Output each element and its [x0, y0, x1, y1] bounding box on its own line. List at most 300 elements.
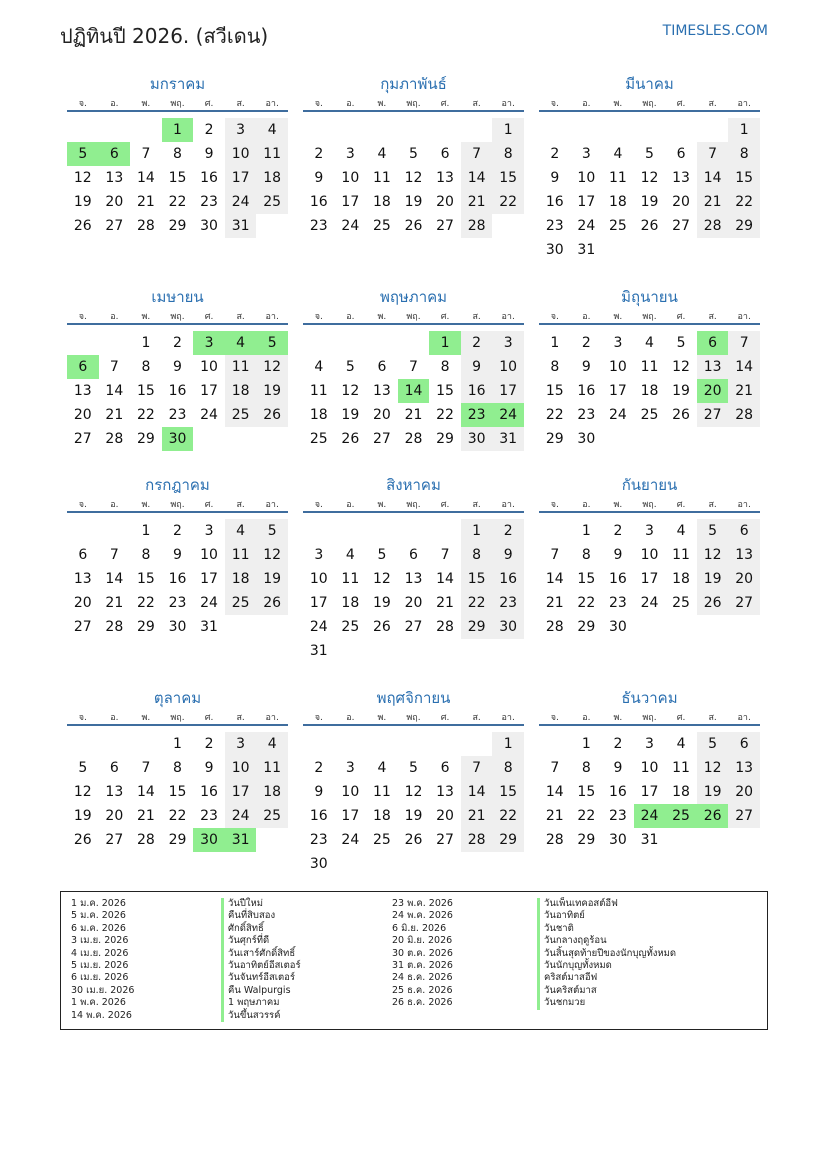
weekday-label: พ.	[141, 99, 151, 109]
weekday-header	[539, 710, 760, 724]
day-cell: 3	[581, 146, 591, 162]
weekday-label: ส.	[236, 312, 245, 322]
day-cell: 2	[492, 519, 524, 543]
holiday-dates-column-1	[71, 898, 134, 1022]
day-cell: 7	[461, 142, 493, 166]
day-cell: 10	[640, 760, 659, 776]
holiday-date: 6 เม.ย. 2026	[71, 972, 129, 984]
day-cell: 5	[409, 760, 418, 776]
day-cell: 10	[577, 170, 596, 186]
holiday-name: วันนักบุญทั้งหมด	[537, 960, 676, 972]
holiday-day-cell: 24	[492, 403, 524, 427]
day-cell: 29	[577, 619, 596, 635]
day-cell: 7	[440, 547, 450, 563]
weekday-label: จ.	[314, 500, 323, 510]
day-cell: 31	[200, 619, 218, 635]
weekday-label: พฤ.	[406, 99, 421, 109]
day-cell: 17	[640, 784, 659, 800]
day-cell: 11	[256, 756, 288, 780]
day-cell: 26	[640, 218, 659, 234]
day-cell: 3	[314, 547, 324, 563]
holiday-name: วันขึ้นสวรรค์	[221, 1010, 301, 1022]
weekday-label: ศ.	[204, 312, 214, 322]
holiday-day-cell: 31	[225, 828, 257, 852]
day-cell: 28	[728, 403, 760, 427]
day-cell: 13	[436, 784, 454, 800]
day-cell: 7	[141, 146, 151, 162]
weekday-label: พ.	[613, 99, 623, 109]
day-cell: 25	[608, 218, 627, 234]
holiday-name: วันคริสต์มาส	[537, 985, 676, 997]
weekday-label: อา.	[265, 99, 279, 109]
month-name: เมษายน	[151, 288, 204, 306]
day-cell: 18	[341, 595, 360, 611]
weekday-label: จ.	[78, 500, 87, 510]
day-cell: 19	[372, 595, 391, 611]
holiday-date: 31 ต.ค. 2026	[392, 960, 453, 972]
day-cell: 29	[136, 619, 155, 635]
day-cell: 27	[404, 619, 423, 635]
day-cell: 24	[200, 407, 218, 423]
day-cell: 20	[105, 194, 124, 210]
holiday-day-cell: 1	[429, 331, 461, 355]
weekday-label: ศ.	[676, 99, 686, 109]
day-cell: 19	[404, 194, 423, 210]
weekday-label: พฤ.	[642, 99, 657, 109]
day-cell: 7	[141, 760, 151, 776]
day-cell: 9	[314, 170, 324, 186]
header-rule	[67, 323, 288, 325]
day-cell: 8	[440, 359, 450, 375]
weekday-label: พฤ.	[406, 713, 421, 723]
holiday-dates-column-2	[392, 898, 453, 1010]
day-cell: 21	[461, 804, 493, 828]
day-cell: 13	[697, 355, 729, 379]
holiday-day-cell: 24	[634, 804, 666, 828]
holiday-day-cell: 6	[99, 142, 131, 166]
day-cell: 13	[728, 756, 760, 780]
day-cell: 23	[200, 194, 218, 210]
day-cell: 10	[608, 359, 627, 375]
weekday-label: พฤ.	[170, 99, 185, 109]
day-cell: 12	[697, 756, 729, 780]
weekday-label: พ.	[613, 500, 623, 510]
day-cell: 28	[545, 619, 564, 635]
day-cell: 29	[136, 431, 155, 447]
day-cell: 28	[545, 832, 564, 848]
day-cell: 27	[105, 218, 124, 234]
weekday-label: จ.	[78, 312, 87, 322]
day-cell: 8	[550, 359, 560, 375]
month-name: ตุลาคม	[153, 689, 202, 707]
holiday-day-cell: 6	[697, 331, 729, 355]
day-cell: 22	[168, 194, 187, 210]
day-cell: 20	[672, 194, 690, 210]
day-cell: 19	[640, 194, 659, 210]
day-cell: 31	[640, 832, 659, 848]
day-cell: 20	[728, 780, 760, 804]
day-cell: 2	[314, 760, 324, 776]
day-cell: 25	[372, 832, 391, 848]
day-cell: 12	[672, 359, 690, 375]
day-cell: 30	[200, 218, 218, 234]
day-cell: 12	[73, 170, 92, 186]
day-cell: 11	[640, 359, 659, 375]
day-cell: 4	[377, 760, 387, 776]
day-cell: 12	[341, 383, 360, 399]
day-cell: 3	[225, 732, 257, 756]
day-cell: 8	[141, 547, 151, 563]
day-cell: 25	[256, 804, 288, 828]
weekday-label: อ.	[582, 312, 591, 322]
day-cell: 5	[409, 146, 418, 162]
page-title: ปฏิทินปี 2026. (สวีเดน)	[60, 24, 269, 48]
day-cell: 10	[341, 784, 360, 800]
weekday-label: อ.	[346, 713, 355, 723]
day-cell: 27	[672, 218, 690, 234]
weekday-label: อ.	[582, 99, 591, 109]
day-cell: 28	[697, 214, 729, 238]
day-cell: 19	[697, 780, 729, 804]
day-cell: 2	[461, 331, 493, 355]
holiday-day-cell: 25	[665, 804, 697, 828]
day-cell: 30	[608, 832, 627, 848]
day-cell: 11	[608, 170, 627, 186]
weekday-label: ศ.	[440, 312, 450, 322]
day-cell: 23	[309, 832, 328, 848]
weekday-label: อา.	[501, 312, 515, 322]
holiday-name: วันปีใหม่	[221, 898, 301, 910]
day-cell: 13	[73, 571, 92, 587]
holiday-day-cell: 1	[162, 118, 194, 142]
month-name: กรกฎาคม	[145, 476, 210, 494]
day-cell: 19	[73, 194, 92, 210]
day-cell: 14	[105, 571, 124, 587]
day-cell: 18	[372, 808, 391, 824]
day-cell: 25	[256, 190, 288, 214]
day-cell: 5	[697, 732, 729, 756]
day-cell: 9	[581, 359, 591, 375]
day-cell: 1	[492, 118, 524, 142]
day-cell: 9	[173, 359, 182, 375]
day-cell: 17	[577, 194, 596, 210]
day-cell: 23	[200, 808, 218, 824]
day-cell: 15	[577, 784, 596, 800]
day-cell: 15	[545, 383, 564, 399]
day-cell: 21	[728, 379, 760, 403]
weekday-label: จ.	[550, 713, 559, 723]
weekday-label: ศ.	[676, 312, 686, 322]
day-cell: 4	[345, 547, 355, 563]
holiday-names-column-2	[537, 898, 676, 1010]
day-cell: 25	[225, 403, 257, 427]
day-cell: 2	[204, 736, 214, 752]
day-cell: 18	[225, 567, 257, 591]
day-cell: 6	[728, 519, 760, 543]
day-cell: 10	[225, 756, 257, 780]
day-cell: 8	[173, 146, 182, 162]
day-cell: 1	[581, 736, 591, 752]
weekday-label: ศ.	[204, 713, 214, 723]
day-cell: 2	[314, 146, 324, 162]
day-cell: 2	[613, 736, 623, 752]
day-cell: 21	[404, 407, 423, 423]
day-cell: 10	[225, 142, 257, 166]
day-cell: 30	[545, 242, 564, 258]
day-cell: 20	[73, 595, 92, 611]
day-cell: 29	[461, 615, 493, 639]
day-cell: 11	[256, 142, 288, 166]
day-cell: 3	[645, 523, 654, 539]
day-cell: 25	[372, 218, 391, 234]
day-cell: 10	[492, 355, 524, 379]
holiday-date: 4 เม.ย. 2026	[71, 947, 129, 959]
day-cell: 7	[550, 547, 560, 563]
day-cell: 3	[345, 760, 355, 776]
day-cell: 24	[225, 190, 257, 214]
day-cell: 21	[136, 194, 155, 210]
day-cell: 22	[136, 407, 155, 423]
weekday-label: อ.	[346, 500, 355, 510]
holiday-date: 6 มิ.ย. 2026	[392, 922, 447, 934]
day-cell: 10	[200, 547, 218, 563]
holiday-date: 5 ม.ค. 2026	[71, 910, 126, 922]
day-cell: 8	[581, 760, 591, 776]
day-cell: 29	[436, 431, 454, 447]
day-cell: 17	[341, 194, 360, 210]
holiday-date: 14 พ.ค. 2026	[71, 1009, 132, 1021]
day-cell: 16	[168, 383, 187, 399]
weekday-label: อา.	[265, 312, 279, 322]
holiday-name: วันชาติ	[537, 923, 676, 935]
day-cell: 16	[545, 194, 564, 210]
day-cell: 16	[461, 379, 493, 403]
day-cell: 26	[73, 218, 92, 234]
day-cell: 13	[372, 383, 391, 399]
holiday-day-cell: 26	[697, 804, 729, 828]
day-cell: 18	[309, 407, 328, 423]
day-cell: 28	[105, 619, 124, 635]
holiday-day-cell: 5	[67, 142, 99, 166]
header-rule	[303, 323, 524, 325]
holiday-list	[60, 891, 768, 1030]
weekday-label: ศ.	[440, 713, 450, 723]
day-cell: 18	[640, 383, 659, 399]
weekday-label: ศ.	[440, 99, 450, 109]
day-cell: 28	[461, 214, 493, 238]
day-cell: 5	[377, 547, 387, 563]
day-cell: 17	[608, 383, 627, 399]
day-cell: 18	[672, 784, 690, 800]
holiday-name: ศักดิ์สิทธิ์	[221, 923, 301, 935]
day-cell: 22	[545, 407, 564, 423]
weekday-label: พ.	[141, 312, 151, 322]
day-cell: 13	[672, 170, 690, 186]
day-cell: 16	[608, 784, 627, 800]
month-name: พฤศจิกายน	[376, 689, 451, 707]
weekday-label: พ.	[613, 713, 623, 723]
day-cell: 17	[200, 383, 218, 399]
day-cell: 29	[577, 832, 596, 848]
day-cell: 20	[436, 194, 454, 210]
day-cell: 11	[372, 784, 391, 800]
holiday-date: 30 เม.ย. 2026	[71, 984, 135, 996]
weekday-header	[303, 497, 524, 511]
holiday-name: วันกลางฤดูร้อน	[537, 935, 676, 947]
day-cell: 21	[436, 595, 454, 611]
weekday-label: พ.	[377, 99, 387, 109]
day-cell: 18	[256, 780, 288, 804]
day-cell: 12	[404, 170, 423, 186]
day-cell: 29	[545, 431, 564, 447]
day-cell: 22	[168, 808, 187, 824]
holiday-name: วันสิ้นสุดท้ายปีของนักบุญทั้งหมด	[537, 948, 676, 960]
day-cell: 8	[492, 756, 524, 780]
day-cell: 18	[608, 194, 627, 210]
day-cell: 10	[640, 547, 659, 563]
day-cell: 3	[345, 146, 355, 162]
day-cell: 5	[697, 519, 729, 543]
day-cell: 8	[461, 543, 493, 567]
holiday-date: 25 ธ.ค. 2026	[392, 984, 453, 996]
day-cell: 27	[728, 804, 760, 828]
weekday-label: พ.	[141, 713, 151, 723]
header-rule	[67, 110, 288, 112]
month-name: มีนาคม	[625, 75, 674, 93]
day-cell: 14	[136, 784, 155, 800]
day-cell: 13	[105, 784, 124, 800]
day-cell: 14	[461, 166, 493, 190]
day-cell: 11	[372, 170, 391, 186]
day-cell: 15	[168, 784, 187, 800]
day-cell: 15	[492, 166, 524, 190]
day-cell: 26	[672, 407, 690, 423]
day-cell: 2	[173, 523, 182, 539]
day-cell: 22	[577, 808, 596, 824]
day-cell: 26	[256, 403, 288, 427]
day-cell: 5	[78, 760, 88, 776]
day-cell: 29	[728, 214, 760, 238]
holiday-date: 26 ธ.ค. 2026	[392, 997, 453, 1009]
day-cell: 26	[341, 431, 360, 447]
weekday-label: พฤ.	[170, 312, 185, 322]
day-cell: 16	[200, 784, 218, 800]
weekday-header	[539, 96, 760, 110]
day-cell: 27	[372, 431, 391, 447]
day-cell: 20	[73, 407, 92, 423]
holiday-name: คืนที่สิบสอง	[221, 910, 301, 922]
header-rule	[539, 724, 760, 726]
day-cell: 9	[314, 784, 324, 800]
day-cell: 10	[200, 359, 218, 375]
weekday-label: จ.	[314, 99, 323, 109]
day-cell: 27	[697, 403, 729, 427]
holiday-day-cell: 30	[162, 427, 194, 451]
weekday-label: อา.	[737, 99, 751, 109]
day-cell: 14	[105, 383, 124, 399]
day-cell: 4	[256, 118, 288, 142]
day-cell: 27	[73, 431, 92, 447]
weekday-label: อา.	[265, 713, 279, 723]
day-cell: 7	[109, 547, 119, 563]
weekday-label: ศ.	[440, 500, 450, 510]
day-cell: 24	[608, 407, 627, 423]
weekday-header	[67, 497, 288, 511]
day-cell: 9	[613, 760, 623, 776]
day-cell: 14	[545, 784, 564, 800]
day-cell: 17	[640, 571, 659, 587]
weekday-label: อา.	[737, 500, 751, 510]
day-cell: 6	[676, 146, 686, 162]
holiday-date: 30 ต.ค. 2026	[392, 947, 453, 959]
site-link[interactable]: TIMESLES.COM	[662, 23, 768, 39]
day-cell: 12	[73, 784, 92, 800]
day-cell: 22	[436, 407, 454, 423]
header-rule	[303, 724, 524, 726]
weekday-label: ศ.	[204, 500, 214, 510]
weekday-label: จ.	[314, 713, 323, 723]
day-cell: 16	[309, 194, 328, 210]
day-cell: 18	[672, 571, 690, 587]
header-rule	[303, 511, 524, 513]
holiday-name: วันจันทร์อีสเตอร์	[221, 972, 301, 984]
day-cell: 25	[309, 431, 328, 447]
weekday-label: ส.	[236, 99, 245, 109]
weekday-header	[303, 96, 524, 110]
day-cell: 23	[309, 218, 328, 234]
day-cell: 25	[640, 407, 659, 423]
day-cell: 8	[728, 142, 760, 166]
day-cell: 17	[492, 379, 524, 403]
holiday-day-cell: 5	[256, 331, 288, 355]
day-cell: 18	[225, 379, 257, 403]
weekday-label: ศ.	[676, 500, 686, 510]
day-cell: 15	[492, 780, 524, 804]
day-cell: 4	[225, 519, 257, 543]
day-cell: 1	[492, 732, 524, 756]
day-cell: 13	[105, 170, 124, 186]
header-rule	[67, 724, 288, 726]
day-cell: 1	[141, 523, 151, 539]
holiday-name: วันอาทิตย์อีสเตอร์	[221, 960, 301, 972]
day-cell: 2	[581, 335, 591, 351]
header-rule	[539, 110, 760, 112]
day-cell: 16	[168, 571, 187, 587]
day-cell: 22	[492, 190, 524, 214]
day-cell: 6	[377, 359, 387, 375]
day-cell: 31	[492, 427, 524, 451]
day-cell: 25	[672, 595, 690, 611]
day-cell: 9	[204, 146, 214, 162]
day-cell: 12	[256, 355, 288, 379]
day-cell: 24	[577, 218, 596, 234]
weekday-label: อา.	[501, 500, 515, 510]
day-cell: 22	[577, 595, 596, 611]
weekday-label: พฤ.	[642, 713, 657, 723]
day-cell: 28	[136, 832, 155, 848]
day-cell: 17	[225, 166, 257, 190]
day-cell: 24	[309, 619, 328, 635]
day-cell: 30	[608, 619, 627, 635]
weekday-label: ส.	[472, 312, 481, 322]
weekday-label: ส.	[472, 500, 481, 510]
day-cell: 19	[256, 379, 288, 403]
day-cell: 4	[314, 359, 324, 375]
weekday-label: จ.	[78, 99, 87, 109]
weekday-label: พ.	[613, 312, 623, 322]
day-cell: 24	[341, 832, 360, 848]
day-cell: 16	[577, 383, 596, 399]
